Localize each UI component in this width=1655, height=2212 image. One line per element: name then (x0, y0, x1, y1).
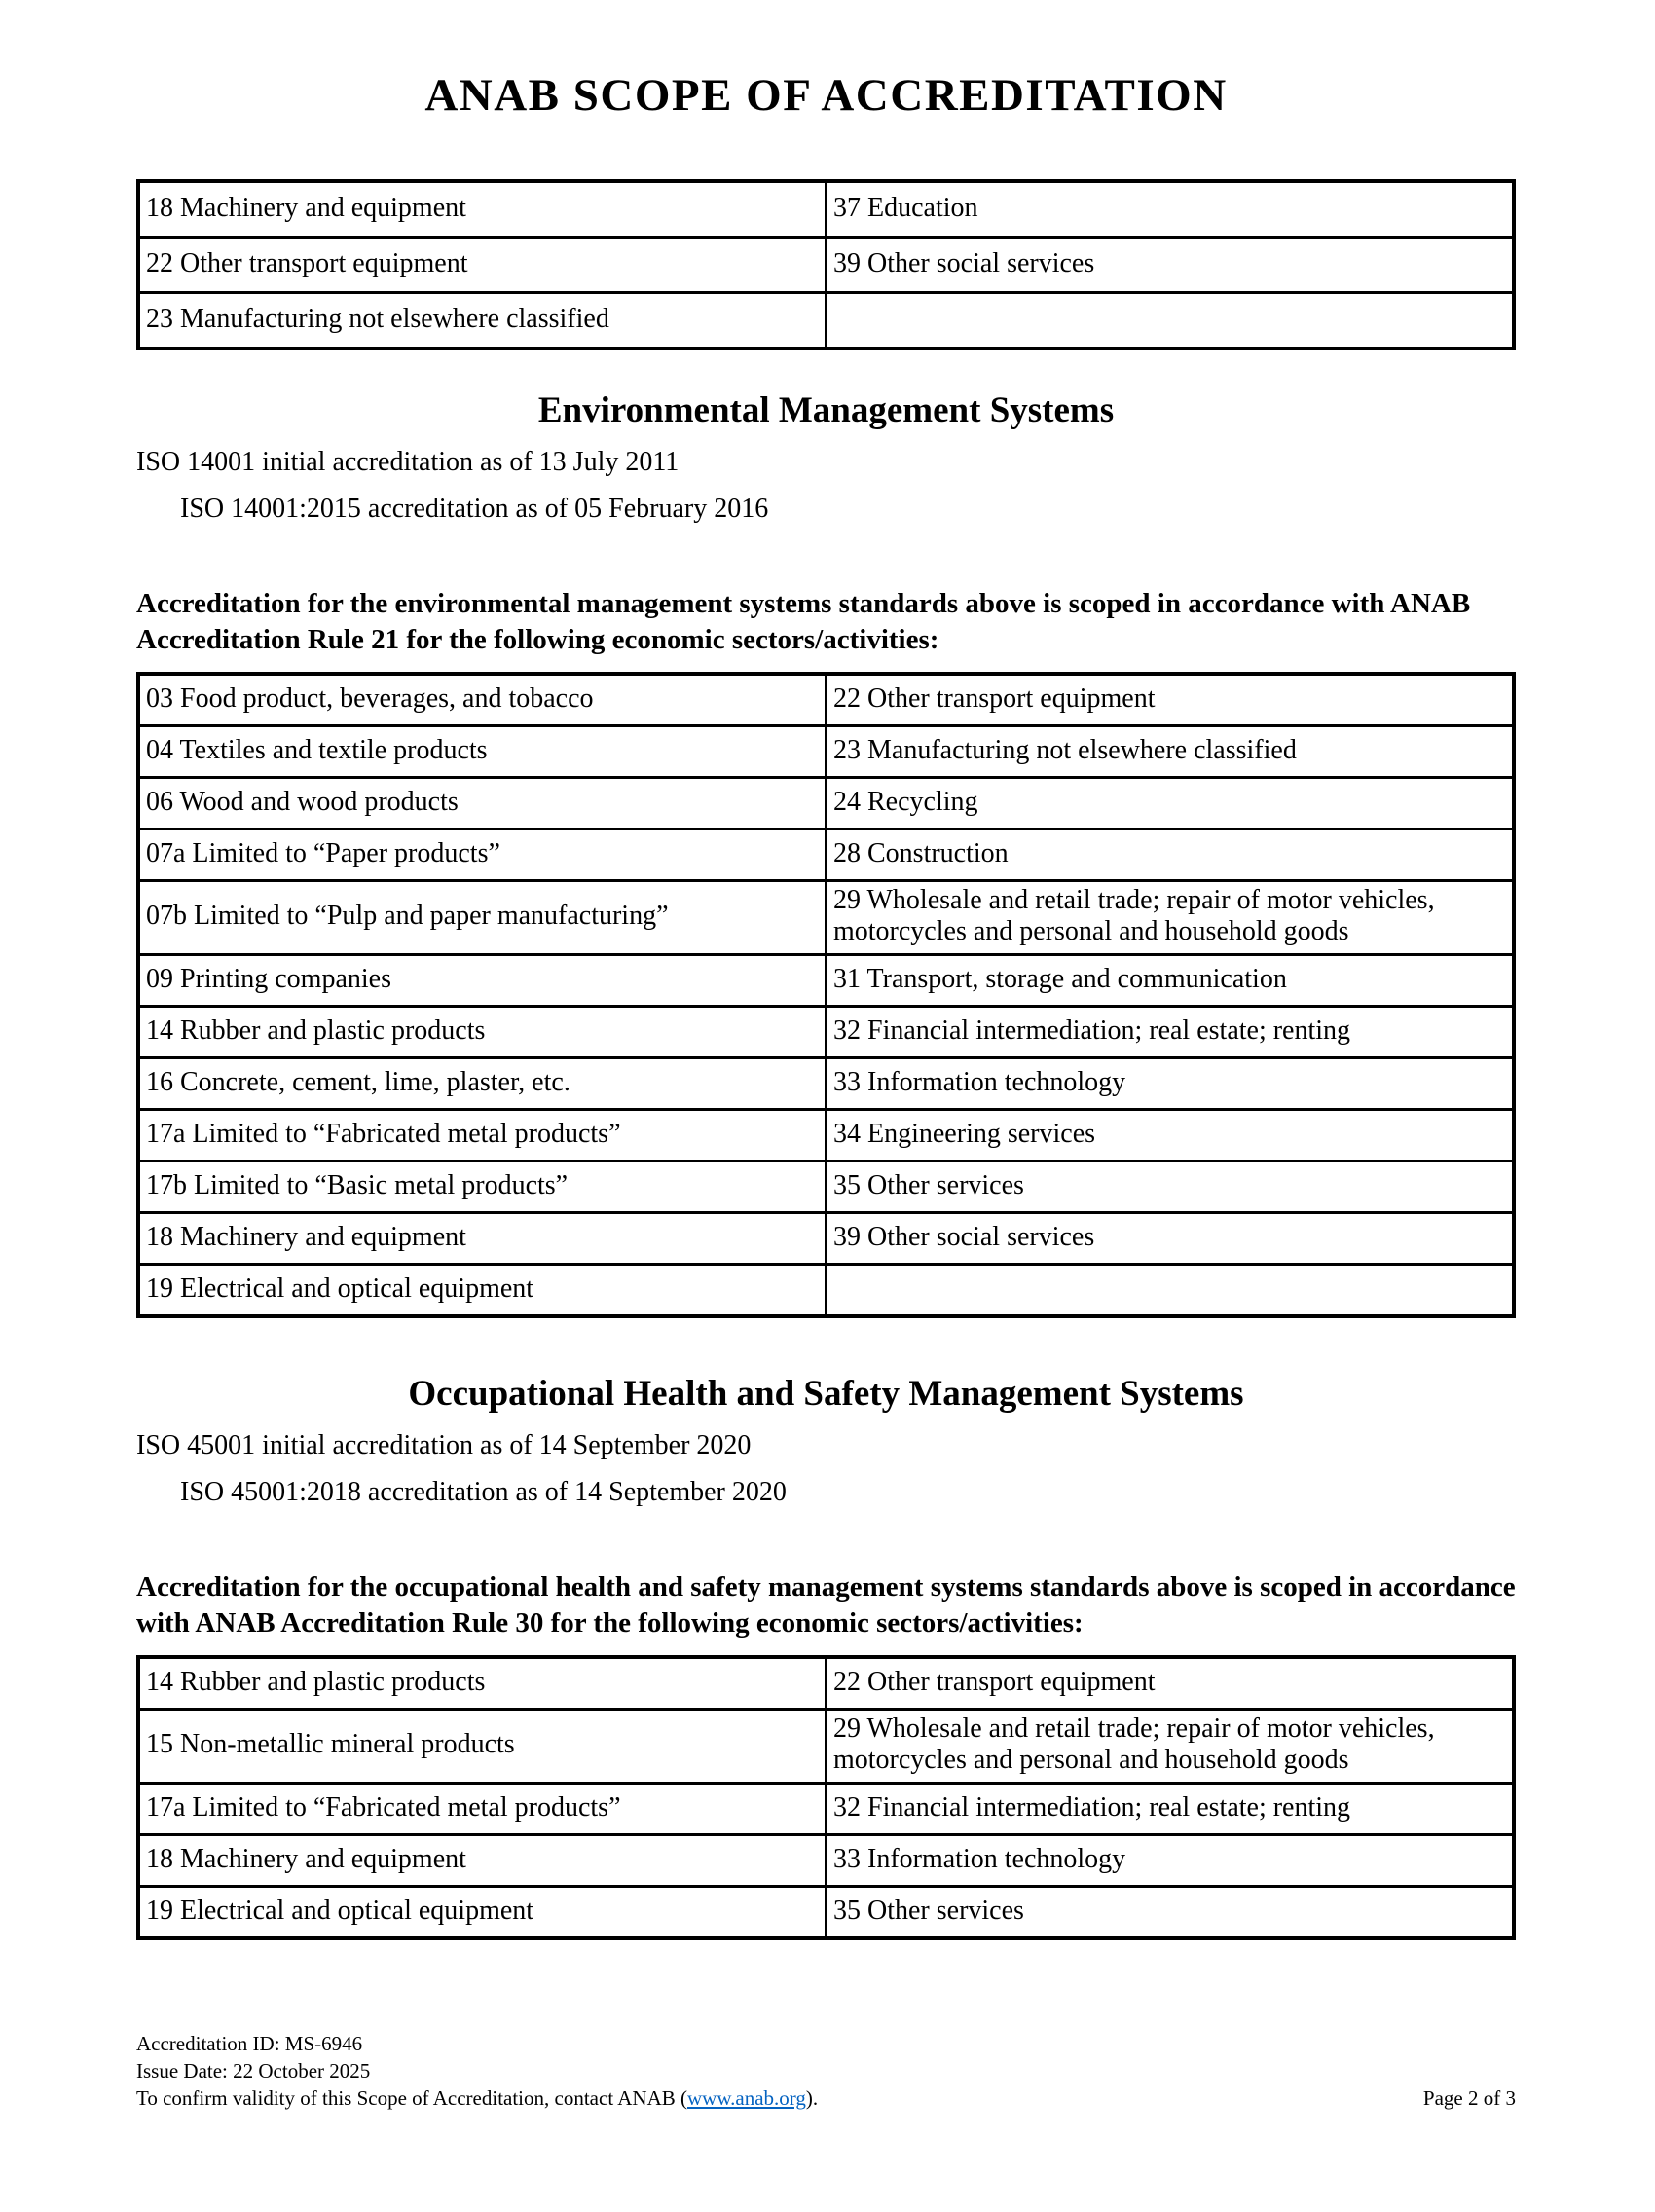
sector-cell: 09 Printing companies (138, 954, 827, 1006)
sector-cell: 29 Wholesale and retail trade; repair of motor vehicles, motorcycles and personal and household goods (827, 1709, 1515, 1783)
table-row (138, 954, 1514, 1006)
sector-cell: 31 Transport, storage and communication (827, 954, 1515, 1006)
sector-cell: 39 Other social services (827, 1212, 1515, 1264)
sector-cell (827, 1264, 1515, 1316)
validity-note-suffix: ). (805, 2085, 819, 2110)
ems-iso-initial-line: ISO 14001 initial accreditation as of 13 July 2011 (136, 447, 680, 477)
sector-cell: 18 Machinery and equipment (138, 1212, 827, 1264)
table-row (138, 778, 1514, 830)
table-row (138, 1212, 1514, 1264)
sector-cell: 23 Manufacturing not elsewhere classified (827, 726, 1515, 778)
sector-cell: 28 Construction (827, 830, 1515, 881)
table-row (138, 1006, 1514, 1057)
ohs-iso-initial-line: ISO 45001 initial accreditation as of 14 September 2020 (136, 1429, 752, 1460)
table-row (138, 293, 1514, 350)
sector-cell: 18 Machinery and equipment (138, 1834, 827, 1886)
sector-cell: 07a Limited to “Paper products” (138, 830, 827, 881)
validity-note (136, 2084, 818, 2112)
issue-date: Issue Date: 22 October 2025 (136, 2058, 371, 2083)
sector-cell: 29 Wholesale and retail trade; repair of motor vehicles, motorcycles and personal and household goods (827, 881, 1515, 955)
table-row (138, 674, 1514, 726)
sector-cell: 14 Rubber and plastic products (138, 1006, 827, 1057)
table-row (138, 1657, 1514, 1710)
validity-note-prefix: To confirm validity of this Scope of Accreditation, contact ANAB ( (136, 2085, 687, 2110)
sector-cell: 37 Education (827, 181, 1515, 238)
table-row (138, 726, 1514, 778)
table-row (138, 181, 1514, 238)
table-row (138, 1886, 1514, 1938)
page-footer (136, 2030, 1516, 2112)
table-row (138, 881, 1514, 955)
sector-cell: 17b Limited to “Basic metal products” (138, 1161, 827, 1212)
sector-cell: 33 Information technology (827, 1834, 1515, 1886)
ohs-sectors-table (136, 1655, 1516, 1940)
sector-cell: 22 Other transport equipment (827, 1657, 1515, 1710)
sector-cell: 19 Electrical and optical equipment (138, 1264, 827, 1316)
sector-cell: 39 Other social services (827, 238, 1515, 293)
sector-cell: 06 Wood and wood products (138, 778, 827, 830)
sector-cell: 35 Other services (827, 1886, 1515, 1938)
anab-website-link[interactable]: www.anab.org (687, 2085, 806, 2110)
sector-cell: 23 Manufacturing not elsewhere classified (138, 293, 827, 350)
accreditation-id: Accreditation ID: MS-6946 (136, 2031, 363, 2055)
table-row (138, 1057, 1514, 1109)
sector-cell: 24 Recycling (827, 778, 1515, 830)
table-row (138, 830, 1514, 881)
sector-cell: 33 Information technology (827, 1057, 1515, 1109)
sector-cell: 07b Limited to “Pulp and paper manufacturing” (138, 881, 827, 955)
table-row (138, 1709, 1514, 1783)
sector-cell: 16 Concrete, cement, lime, plaster, etc. (138, 1057, 827, 1109)
sector-cell: 17a Limited to “Fabricated metal products” (138, 1109, 827, 1161)
table-row (138, 1161, 1514, 1212)
ems-sectors-table (136, 672, 1516, 1318)
sector-cell: 03 Food product, beverages, and tobacco (138, 674, 827, 726)
ohs-scope-note: Accreditation for the occupational health and safety management systems standards above is scoped in accordance with ANAB Accreditation Rule 30 for the following economic sectors/activities: (136, 1570, 1516, 1639)
sector-cell: 22 Other transport equipment (138, 238, 827, 293)
sector-cell: 18 Machinery and equipment (138, 181, 827, 238)
table-row (138, 1834, 1514, 1886)
sector-cell (827, 293, 1515, 350)
sector-cell: 17a Limited to “Fabricated metal products” (138, 1783, 827, 1834)
page-title: ANAB SCOPE OF ACCREDITATION (424, 70, 1228, 121)
ohs-iso-version-line: ISO 45001:2018 accreditation as of 14 September 2020 (180, 1476, 787, 1507)
sector-cell: 32 Financial intermediation; real estate; renting (827, 1783, 1515, 1834)
sector-cell: 04 Textiles and textile products (138, 726, 827, 778)
table-row (138, 1264, 1514, 1316)
sector-cell: 15 Non-metallic mineral products (138, 1709, 827, 1783)
ems-iso-version-line: ISO 14001:2015 accreditation as of 05 February 2016 (180, 494, 769, 524)
ems-section-heading: Environmental Management Systems (537, 390, 1115, 430)
ohs-section-heading: Occupational Health and Safety Management Systems (408, 1373, 1244, 1414)
sector-cell: 32 Financial intermediation; real estate; renting (827, 1006, 1515, 1057)
sector-cell: 34 Engineering services (827, 1109, 1515, 1161)
sector-cell: 35 Other services (827, 1161, 1515, 1212)
sector-cell: 19 Electrical and optical equipment (138, 1886, 827, 1938)
continued-sectors-table (136, 179, 1516, 350)
document-page (0, 70, 1655, 2212)
ems-scope-note: Accreditation for the environmental management systems standards above is scoped in accordance with ANAB Accreditation Rule 21 for the following economic sectors/activities: (136, 588, 1471, 655)
sector-cell: 22 Other transport equipment (827, 674, 1515, 726)
sector-cell: 14 Rubber and plastic products (138, 1657, 827, 1710)
table-row (138, 1783, 1514, 1834)
page-number: Page 2 of 3 (1422, 2085, 1516, 2110)
table-row (138, 1109, 1514, 1161)
table-row (138, 238, 1514, 293)
